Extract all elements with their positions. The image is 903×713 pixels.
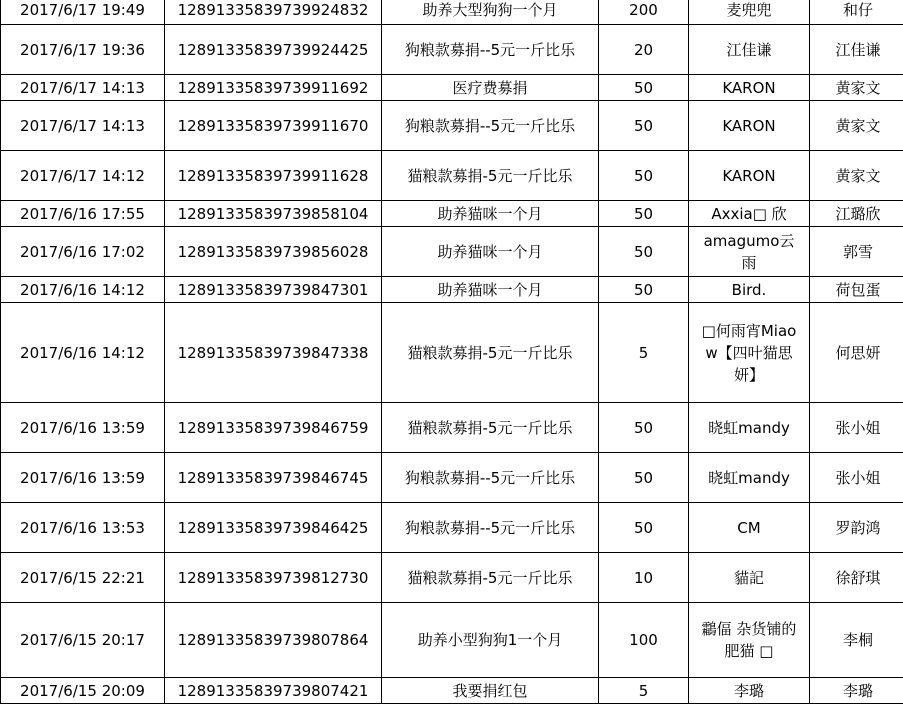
cell-name[interactable]: 郭雪 xyxy=(810,227,903,277)
cell-amount[interactable]: 100 xyxy=(599,603,689,678)
cell-order-id[interactable]: 128913358397398464​25 xyxy=(165,503,382,553)
cell-donor[interactable]: 貓記 xyxy=(689,553,810,603)
cell-project[interactable]: 猫粮款募捐-5元一斤比乐 xyxy=(382,303,599,403)
cell-date[interactable]: 2017/6/17 14:13 xyxy=(1,75,165,101)
cell-name[interactable]: 张小姐 xyxy=(810,453,903,503)
cell-project[interactable]: 狗粮款募捐--5元一斤比乐 xyxy=(382,503,599,553)
cell-name[interactable]: 何思妍 xyxy=(810,303,903,403)
cell-amount[interactable]: 5 xyxy=(599,678,689,704)
cell-order-id[interactable]: 128913358397398473​38 xyxy=(165,303,382,403)
cell-order-id[interactable]: 128913358397398467​45 xyxy=(165,453,382,503)
cell-amount[interactable]: 20 xyxy=(599,25,689,75)
cell-donor[interactable]: 晓虹mandy xyxy=(689,453,810,503)
cell-date[interactable]: 2017/6/15 22:21 xyxy=(1,553,165,603)
cell-project[interactable]: 狗粮款募捐--5元一斤比乐 xyxy=(382,453,599,503)
cell-order-id[interactable]: 128913358397399116​70 xyxy=(165,101,382,151)
cell-donor[interactable]: Bird. xyxy=(689,277,810,303)
cell-project[interactable]: 助养猫咪一个月 xyxy=(382,227,599,277)
cell-project[interactable]: 我要捐红包 xyxy=(382,678,599,704)
cell-name[interactable]: 黄家文 xyxy=(810,101,903,151)
cell-date[interactable]: 2017/6/16 17:02 xyxy=(1,227,165,277)
table-row xyxy=(1,0,903,25)
cell-order-id[interactable]: 128913358397398581​04 xyxy=(165,201,382,227)
cell-date[interactable]: 2017/6/17 14:12 xyxy=(1,151,165,201)
table-row xyxy=(1,227,903,277)
cell-date[interactable]: 2017/6/15 20:09 xyxy=(1,678,165,704)
cell-project[interactable]: 狗粮款募捐--5元一斤比乐 xyxy=(382,101,599,151)
table-row xyxy=(1,303,903,403)
cell-amount[interactable]: 200 xyxy=(599,0,689,25)
cell-amount[interactable]: 50 xyxy=(599,101,689,151)
cell-name[interactable]: 李桐 xyxy=(810,603,903,678)
cell-order-id[interactable]: 128913358397398467​59 xyxy=(165,403,382,453)
cell-project[interactable]: 猫粮款募捐-5元一斤比乐 xyxy=(382,403,599,453)
cell-amount[interactable]: 50 xyxy=(599,453,689,503)
cell-donor[interactable]: KARON xyxy=(689,75,810,101)
cell-date[interactable]: 2017/6/17 14:13 xyxy=(1,101,165,151)
cell-date[interactable]: 2017/6/16 14:12 xyxy=(1,303,165,403)
cell-order-id[interactable]: 128913358397398473​01 xyxy=(165,277,382,303)
cell-order-id[interactable]: 128913358397398560​28 xyxy=(165,227,382,277)
table-row xyxy=(1,553,903,603)
cell-donor[interactable]: 麦兜兜 xyxy=(689,0,810,25)
cell-amount[interactable]: 50 xyxy=(599,151,689,201)
cell-amount[interactable]: 50 xyxy=(599,277,689,303)
cell-donor[interactable]: □何雨宵Miaow【四叶猫思妍】 xyxy=(689,303,810,403)
cell-date[interactable]: 2017/6/16 14:12 xyxy=(1,277,165,303)
cell-name[interactable]: 江璐欣 xyxy=(810,201,903,227)
cell-donor[interactable]: KARON xyxy=(689,101,810,151)
cell-donor[interactable]: amagumo云雨 xyxy=(689,227,810,277)
cell-order-id[interactable]: 128913358397399116​28 xyxy=(165,151,382,201)
cell-project[interactable]: 医疗费募捐 xyxy=(382,75,599,101)
cell-date[interactable]: 2017/6/16 13:59 xyxy=(1,403,165,453)
cell-amount[interactable]: 50 xyxy=(599,75,689,101)
cell-name[interactable]: 张小姐 xyxy=(810,403,903,453)
cell-date[interactable]: 2017/6/17 19:49 xyxy=(1,0,165,25)
cell-date[interactable]: 2017/6/16 13:53 xyxy=(1,503,165,553)
cell-name[interactable]: 李璐 xyxy=(810,678,903,704)
table-row xyxy=(1,678,903,704)
cell-donor[interactable]: CM xyxy=(689,503,810,553)
cell-date[interactable]: 2017/6/16 17:55 xyxy=(1,201,165,227)
cell-order-id[interactable]: 128913358397398074​21 xyxy=(165,678,382,704)
cell-order-id[interactable]: 128913358397399244​25 xyxy=(165,25,382,75)
cell-amount[interactable]: 50 xyxy=(599,503,689,553)
table-row xyxy=(1,503,903,553)
table-row xyxy=(1,25,903,75)
cell-donor[interactable]: 李璐 xyxy=(689,678,810,704)
cell-order-id[interactable]: 128913358397398078​64 xyxy=(165,603,382,678)
cell-name[interactable]: 罗韵鸿 xyxy=(810,503,903,553)
table-row xyxy=(1,603,903,678)
cell-order-id[interactable]: 1289133583973992483​2 xyxy=(165,0,382,25)
cell-amount[interactable]: 50 xyxy=(599,201,689,227)
cell-project[interactable]: 狗粮款募捐--5元一斤比乐 xyxy=(382,25,599,75)
cell-project[interactable]: 猫粮款募捐-5元一斤比乐 xyxy=(382,553,599,603)
table-row xyxy=(1,277,903,303)
cell-donor[interactable]: KARON xyxy=(689,151,810,201)
table-row xyxy=(1,453,903,503)
cell-donor[interactable]: 鸘偪 杂货铺的肥猫 □ xyxy=(689,603,810,678)
table-row xyxy=(1,75,903,101)
cell-date[interactable]: 2017/6/16 13:59 xyxy=(1,453,165,503)
cell-donor[interactable]: 江佳谦 xyxy=(689,25,810,75)
cell-name[interactable]: 黄家文 xyxy=(810,151,903,201)
cell-order-id[interactable]: 128913358397398127​30 xyxy=(165,553,382,603)
cell-project[interactable]: 助养小型狗狗1一个月 xyxy=(382,603,599,678)
cell-project[interactable]: 助养猫咪一个月 xyxy=(382,201,599,227)
cell-name[interactable]: 徐舒琪 xyxy=(810,553,903,603)
cell-amount[interactable]: 50 xyxy=(599,227,689,277)
cell-project[interactable]: 助养猫咪一个月 xyxy=(382,277,599,303)
cell-donor[interactable]: 晓虹mandy xyxy=(689,403,810,453)
cell-project[interactable]: 助养大型狗狗一个月 xyxy=(382,0,599,25)
cell-donor[interactable]: Axxia□ 欣 xyxy=(689,201,810,227)
cell-name[interactable]: 黄家文 xyxy=(810,75,903,101)
cell-name[interactable]: 江佳谦 xyxy=(810,25,903,75)
table-row xyxy=(1,151,903,201)
cell-project[interactable]: 猫粮款募捐-5元一斤比乐 xyxy=(382,151,599,201)
cell-amount[interactable]: 5 xyxy=(599,303,689,403)
table-row xyxy=(1,403,903,453)
cell-amount[interactable]: 10 xyxy=(599,553,689,603)
cell-name[interactable]: 荷包蛋 xyxy=(810,277,903,303)
table-row xyxy=(1,201,903,227)
cell-order-id[interactable]: 128913358397399116​92 xyxy=(165,75,382,101)
cell-name[interactable]: 和仔 xyxy=(810,0,903,25)
table-body xyxy=(1,0,903,704)
cell-date[interactable]: 2017/6/15 20:17 xyxy=(1,603,165,678)
table-row xyxy=(1,101,903,151)
cell-date[interactable]: 2017/6/17 19:36 xyxy=(1,25,165,75)
cell-amount[interactable]: 50 xyxy=(599,403,689,453)
